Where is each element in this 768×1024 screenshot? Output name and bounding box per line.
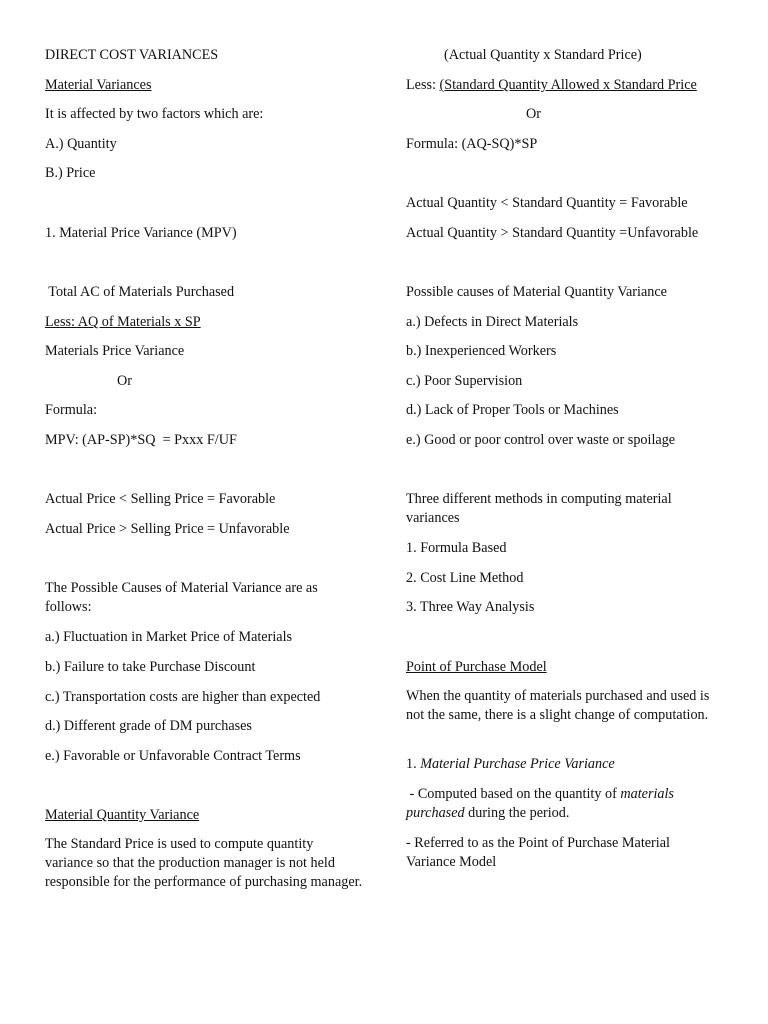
factor-quantity: A.) Quantity bbox=[45, 136, 117, 152]
mqv-cause-item: d.) Lack of Proper Tools or Machines bbox=[406, 402, 619, 418]
methods-intro: Three different methods in computing material variances bbox=[406, 491, 672, 526]
price-unfavorable: Actual Price > Selling Price = Unfavorable bbox=[45, 521, 290, 537]
cause-item: e.) Favorable or Unfavorable Contract Terms bbox=[45, 748, 301, 764]
formula-label: Formula: bbox=[45, 402, 98, 418]
mqv-cause-item: a.) Defects in Direct Materials bbox=[406, 314, 579, 330]
method-item: 1. Formula Based bbox=[406, 540, 507, 556]
affected-text: It is affected by two factors which are: bbox=[45, 106, 264, 122]
less-prefix: Less: bbox=[406, 77, 440, 93]
cause-item: d.) Different grade of DM purchases bbox=[45, 718, 252, 734]
factor-price: B.) Price bbox=[45, 165, 96, 181]
aq-sp-line: (Actual Quantity x Standard Price) bbox=[444, 47, 642, 63]
sq-sp-text: (Standard Quantity Allowed x Standard Price bbox=[439, 77, 697, 93]
total-ac-line: Total AC of Materials Purchased bbox=[45, 284, 235, 300]
mppv-heading bbox=[406, 755, 615, 773]
mpv-formula: MPV: (AP-SP)*SQ = Pxxx F/UF bbox=[45, 432, 237, 448]
pop-text: When the quantity of materials purchased and used is not the same, there is a slight change of computation. bbox=[406, 688, 710, 723]
mqv-cause-item: e.) Good or poor control over waste or spoilage bbox=[406, 432, 676, 448]
method-item: 3. Three Way Analysis bbox=[406, 599, 535, 615]
cause-item: c.) Transportation costs are higher than expected bbox=[45, 689, 321, 705]
price-favorable: Actual Price < Selling Price = Favorable bbox=[45, 491, 276, 507]
computed-italic: materials purchased bbox=[406, 786, 678, 821]
qty-favorable: Actual Quantity < Standard Quantity = Favorable bbox=[406, 195, 688, 211]
less-aq-line: Less: AQ of Materials x SP bbox=[45, 314, 201, 330]
or-text: Or bbox=[117, 373, 132, 389]
computed-text bbox=[406, 785, 716, 823]
cause-item: b.) Failure to take Purchase Discount bbox=[45, 659, 256, 675]
mqv-heading: Material Quantity Variance bbox=[45, 807, 200, 823]
mppv-title: Material Purchase Price Variance bbox=[420, 756, 615, 772]
computed-suffix: during the period. bbox=[464, 805, 570, 821]
mqv-text: The Standard Price is used to compute quantity variance so that the production manager is not held responsible for the performance of purchasing manager. bbox=[45, 836, 363, 890]
causes-intro: The Possible Causes of Material Variance are as follows: bbox=[45, 580, 318, 615]
method-item: 2. Cost Line Method bbox=[406, 570, 524, 586]
referred-text: - Referred to as the Point of Purchase Material Variance Model bbox=[406, 835, 670, 870]
mppv-number: 1. bbox=[406, 756, 421, 772]
mpv-label: Materials Price Variance bbox=[45, 343, 185, 359]
cause-item: a.) Fluctuation in Market Price of Materials bbox=[45, 629, 293, 645]
mqv-cause-item: b.) Inexperienced Workers bbox=[406, 343, 557, 359]
mqv-cause-item: c.) Poor Supervision bbox=[406, 373, 523, 389]
material-variances-heading: Material Variances bbox=[45, 77, 152, 93]
qty-unfavorable: Actual Quantity > Standard Quantity =Unfavorable bbox=[406, 225, 699, 241]
quantity-formula: Formula: (AQ-SQ)*SP bbox=[406, 136, 538, 152]
less-sq-line bbox=[406, 76, 697, 94]
document-title: DIRECT COST VARIANCES bbox=[45, 47, 219, 63]
pop-heading: Point of Purchase Model bbox=[406, 659, 547, 675]
computed-prefix: - Computed based on the quantity of bbox=[406, 786, 621, 802]
mqv-causes-heading: Possible causes of Material Quantity Variance bbox=[406, 284, 667, 300]
or-text: Or bbox=[526, 106, 541, 122]
mpv-heading: 1. Material Price Variance (MPV) bbox=[45, 225, 237, 241]
